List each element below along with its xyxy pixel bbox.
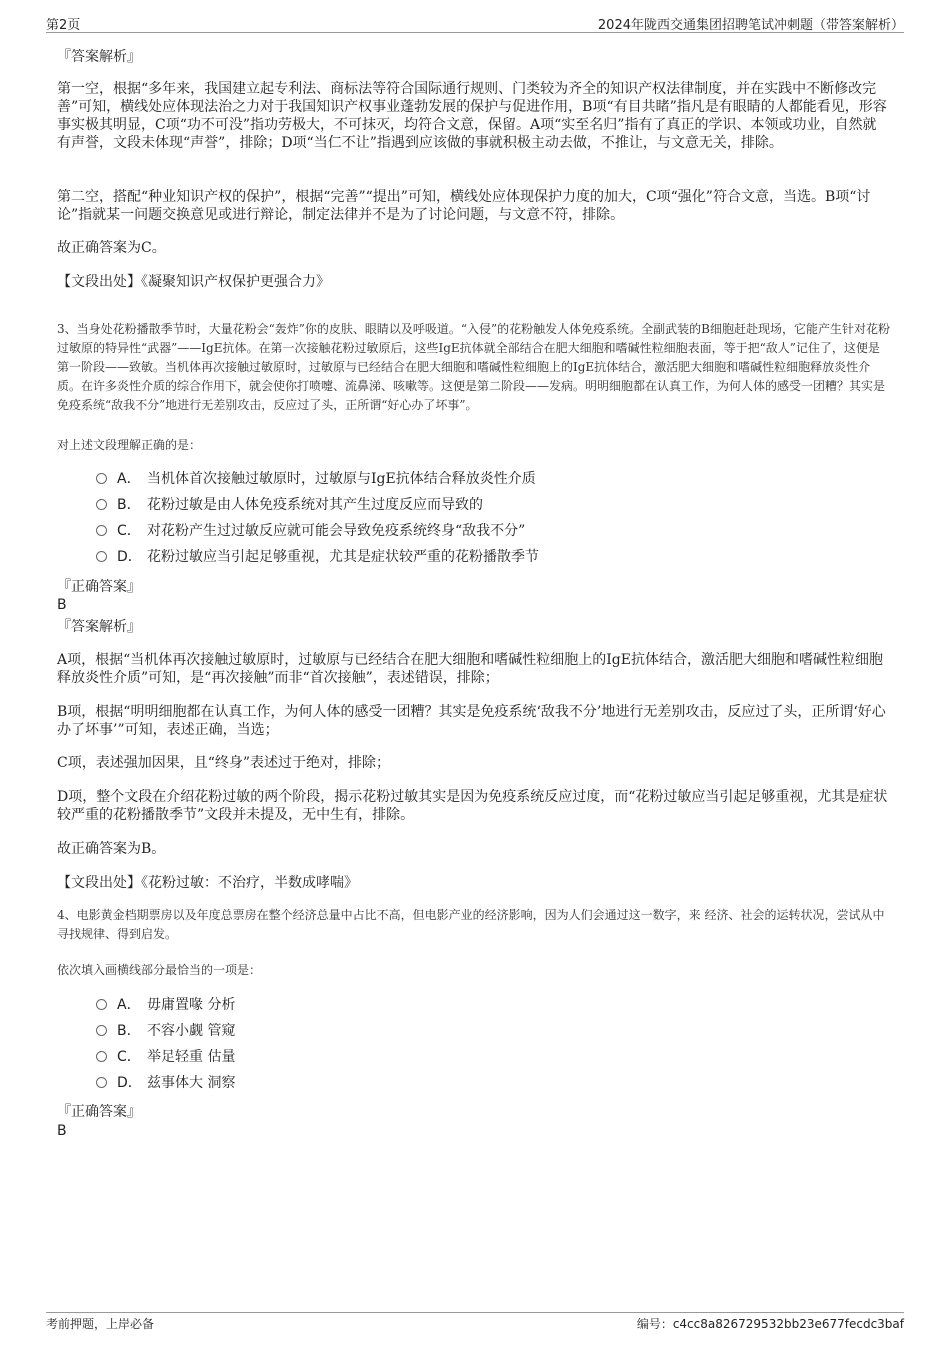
- q3-answer-label: 『正确答案』: [57, 579, 141, 595]
- q4-option-b[interactable]: B． 不容小觑 管窥: [96, 1022, 235, 1040]
- page-header: [46, 14, 904, 33]
- q3-analysis-a: A项，根据“当机体再次接触过敏原时，过敏原与已经结合在肥大细胞和嗜碱性粒细胞上的IgE抗体结合，激活肥大细胞和嗜碱性粒细胞释放炎性介质”可知，是“再次接触”而非“首次接触”，表述错误，排除；: [57, 652, 883, 686]
- page-footer: [46, 1312, 904, 1333]
- q3-analysis-b: B项，根据“明明细胞都在认真工作，为何人体的感受一团糟？其实是免疫系统‘敌我不分’地进行无差别攻击，反应过了头，正所谓‘好心办了坏事’”可知，表述正确，当选；: [57, 704, 886, 738]
- q3-analysis-label: 『答案解析』: [57, 619, 141, 635]
- q4-option-a[interactable]: A． 毋庸置喙 分析: [96, 996, 235, 1014]
- q3-option-c[interactable]: C． 对花粉产生过过敏反应就可能会导致免疫系统终身“敌我不分”: [96, 522, 525, 540]
- q4-option-d[interactable]: D． 兹事体大 洞察: [96, 1074, 235, 1092]
- q3-prompt: 对上述文段理解正确的是：: [57, 438, 202, 452]
- radio-icon[interactable]: [96, 525, 107, 536]
- q2-analysis-para-1: 第一空，根据“多年来，我国建立起专利法、商标法等符合国际通行规则、门类较为齐全的知识产权法律制度，并在实践中不断修改完善”可知，横线处应体现法治之力对于我国知识产权事业蓬勃发展的保护与促进作用，B项“有目共睹”指凡是有眼睛的人都能看见，形容事实极其明显，C项“功不可没”指功劳极大，不可抹灭，均符合文意，保留。A项“实至名归”指有了真正的学识、本领或功业，自然就有声誉，文段未体现“声誉”，排除；D项“当仁不让”指遇到应该做的事就积极主动去做，不推让，与文意无关，排除。: [57, 81, 887, 151]
- radio-icon[interactable]: [96, 1051, 107, 1062]
- q4-answer: B: [57, 1123, 67, 1139]
- q3-option-b[interactable]: B． 花粉过敏是由人体免疫系统对其产生过度反应而导致的: [96, 496, 483, 514]
- document-title: 2024年陇西交通集团招聘笔试冲刺题（带答案解析）: [597, 18, 904, 33]
- q2-conclusion: 故正确答案为C。: [57, 240, 166, 256]
- radio-icon[interactable]: [96, 999, 107, 1010]
- q2-analysis-label: 『答案解析』: [57, 49, 141, 65]
- radio-icon[interactable]: [96, 1025, 107, 1036]
- q3-source: 【文段出处】《花粉过敏：不治疗，半数成哮喘》: [57, 875, 358, 891]
- q3-analysis-c: C项，表述强加因果，且“终身”表述过于绝对，排除；: [57, 755, 391, 771]
- q2-analysis-para-2: 第二空，搭配“种业知识产权的保护”，根据“完善”“提出”可知，横线处应体现保护力度的加大，C项“强化”符合文意，当选。B项“讨论”指就某一问题交换意见或进行辩论，制定法律并不是为了讨论问题，与文意不符，排除。: [57, 189, 871, 223]
- q4-stem: 4、电影黄金档期票房以及年度总票房在整个经济总量中占比不高，但电影产业的经济影响，因为人们会通过这一数字，来 经济、社会的运转状况，尝试从中寻找规律、得到启发。: [57, 908, 885, 941]
- q3-option-d[interactable]: D． 花粉过敏应当引起足够重视，尤其是症状较严重的花粉播散季节: [96, 548, 539, 566]
- radio-icon[interactable]: [96, 499, 107, 510]
- q4-prompt: 依次填入画横线部分最恰当的一项是：: [57, 963, 262, 977]
- q3-analysis-d: D项，整个文段在介绍花粉过敏的两个阶段，揭示花粉过敏其实是因为免疫系统反应过度，而“花粉过敏应当引起足够重视，尤其是症状较严重的花粉播散季节”文段并未提及，无中生有，排除。: [57, 789, 888, 823]
- radio-icon[interactable]: [96, 551, 107, 562]
- q3-option-a[interactable]: A． 当机体首次接触过敏原时，过敏原与IgE抗体结合释放炎性介质: [96, 470, 536, 488]
- radio-icon[interactable]: [96, 1077, 107, 1088]
- document-code: 编号：c4cc8a826729532bb23e677fecdc3baf: [636, 1317, 904, 1331]
- q3-answer: B: [57, 597, 67, 613]
- q4-option-c[interactable]: C． 举足轻重 估量: [96, 1048, 235, 1066]
- q2-source: 【文段出处】《凝聚知识产权保护更强合力》: [57, 274, 330, 290]
- q4-answer-label: 『正确答案』: [57, 1104, 141, 1120]
- q3-conclusion: 故正确答案为B。: [57, 841, 166, 857]
- radio-icon[interactable]: [96, 473, 107, 484]
- page-number: 第2页: [46, 18, 81, 33]
- footer-slogan: 考前押题，上岸必备: [46, 1317, 155, 1331]
- q3-stem: 3、当身处花粉播散季节时，大量花粉会“轰炸”你的皮肤、眼睛以及呼吸道。“入侵”的花粉触发人体免疫系统。全副武装的B细胞赶赴现场，它能产生针对花粉过敏原的特异性“武器”——IgE抗体。在第一次接触花粉过敏原后，这些IgE抗体就全部结合在肥大细胞和嗜碱性粒细胞表面，等于把“敌人”记住了，这便是第一阶段——致敏。当机体再次接触过敏原时，过敏原与已经结合在肥大细胞和嗜碱性粒细胞上的IgE抗体结合，激活肥大细胞和嗜碱性粒细胞释放炎性介质。在许多炎性介质的综合作用下，就会使你打喷嚏、流鼻涕、咳嗽等。这便是第二阶段——发病。明明细胞都在认真工作，为何人体的感受一团糟？其实是免疫系统“敌我不分”地进行无差别攻击，反应过了头，正所谓“好心办了坏事”。: [57, 322, 890, 412]
